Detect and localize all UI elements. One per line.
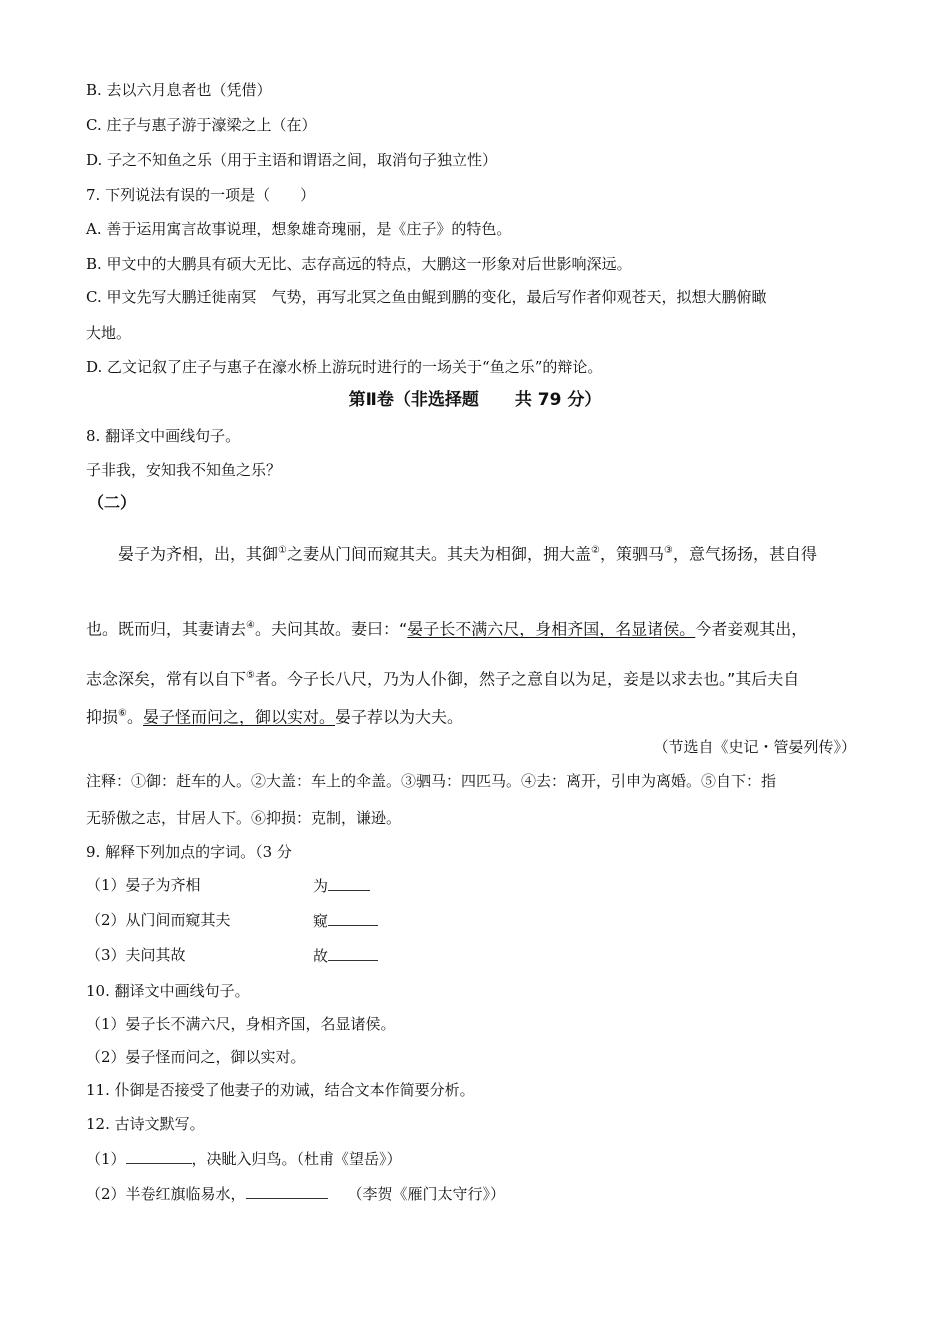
- underlined-sentence-2: 晏子怪而问之，御以实对。: [143, 707, 336, 727]
- q11-stem: 11. 仆御是否接受了他妻子的劝诫，结合文本作简要分析。: [86, 1081, 475, 1099]
- q12-item-2: （2）半卷红旗临易水， （李贺《雁门太守行》）: [86, 1185, 506, 1203]
- passage-line-4: 抑损⑥。晏子怪而问之，御以实对。晏子荐以为大夫。: [86, 707, 464, 727]
- notes-line-1: 注释：①御：赶车的人。②大盖：车上的伞盖。③驷马：四匹马。④去：离开，引申为离婚。⑤自下：指: [86, 772, 777, 790]
- q7-stem: 7. 下列说法有误的一项是（ ）: [86, 186, 316, 204]
- passage-line-3: 志念深矣，常有以自下⑤者。今子长八尺，乃为人仆御，然子之意自以为足，妾是以求去也。”其后夫自: [86, 669, 800, 689]
- q12-stem: 12. 古诗文默写。: [86, 1115, 205, 1133]
- q7-option-c-line2: 大地。: [86, 324, 132, 342]
- q9-item-1: （1）晏子为齐相: [86, 876, 201, 894]
- q10-stem: 10. 翻译文中画线句子。: [86, 982, 250, 1000]
- q9-item-2: （2）从门间而窥其夫: [86, 911, 231, 929]
- q8-stem: 8. 翻译文中画线句子。: [86, 427, 241, 445]
- section-2-title-a: 第Ⅱ卷（非选择题: [348, 390, 479, 410]
- q6-option-c: C. 庄子与惠子游于濠梁之上（在）: [86, 116, 317, 134]
- underlined-sentence-1: 晏子长不满六尺，身相齐国，名显诸侯。: [407, 619, 696, 639]
- notes-line-2: 无骄傲之志，甘居人下。⑥抑损：克制，谦逊。: [86, 809, 402, 827]
- q7-option-d: D. 乙文记叙了庄子与惠子在濠水桥上游玩时进行的一场关于“鱼之乐”的辩论。: [86, 358, 603, 376]
- passage-line-2: 也。既而归，其妻请去④。夫问其故。妻曰：“晏子长不满六尺，身相齐国，名显诸侯。今者妾观其出，: [86, 619, 808, 639]
- q12-blank-1[interactable]: [126, 1148, 192, 1164]
- q7-option-c-line1: C. 甲文先写大鹏迁徙南冥 气势，再写北冥之鱼由鲲到鹏的变化，最后写作者仰观苍天，拟想大鹏俯瞰: [86, 288, 767, 306]
- q6-option-b: B. 去以六月息者也（凭借）: [86, 81, 272, 99]
- q9-answer-2[interactable]: 窥: [313, 910, 378, 931]
- q6-option-d: D. 子之不知鱼之乐（用于主语和谓语之间，取消句子独立性）: [86, 151, 498, 169]
- section-2-heading: [0, 389, 950, 411]
- q9-answer-3[interactable]: 故: [313, 945, 378, 966]
- q9-stem: 9. 解释下列加点的字词。（3 分: [86, 843, 292, 861]
- q10-item-1: （1）晏子长不满六尺，身相齐国，名显诸侯。: [86, 1015, 396, 1033]
- q10-item-2: （2）晏子怪而问之，御以实对。: [86, 1048, 306, 1066]
- passage-source: （节选自《史记・管晏列传》）: [653, 738, 856, 756]
- passage-line-1: 晏子为齐相，出，其御①之妻从门间而窥其夫。其夫为相御，拥大盖②，策驷马③，意气扬扬，甚自得: [118, 544, 817, 564]
- part-2-label: （二）: [88, 493, 137, 512]
- q9-item-3: （3）夫问其故: [86, 946, 186, 964]
- q12-item-1: （1） ，决眦入归鸟。（杜甫《望岳》）: [86, 1150, 402, 1168]
- q7-option-a: A. 善于运用寓言故事说理，想象雄奇瑰丽，是《庄子》的特色。: [86, 220, 512, 238]
- q7-option-b: B. 甲文中的大鹏具有硕大无比、志存高远的特点，大鹏这一形象对后世影响深远。: [86, 255, 632, 273]
- section-2-title-b: 共 79 分）: [514, 390, 602, 410]
- q9-answer-1[interactable]: 为: [313, 875, 370, 896]
- q8-sentence: 子非我，安知我不知鱼之乐？: [86, 461, 282, 479]
- q12-blank-2[interactable]: [246, 1183, 328, 1199]
